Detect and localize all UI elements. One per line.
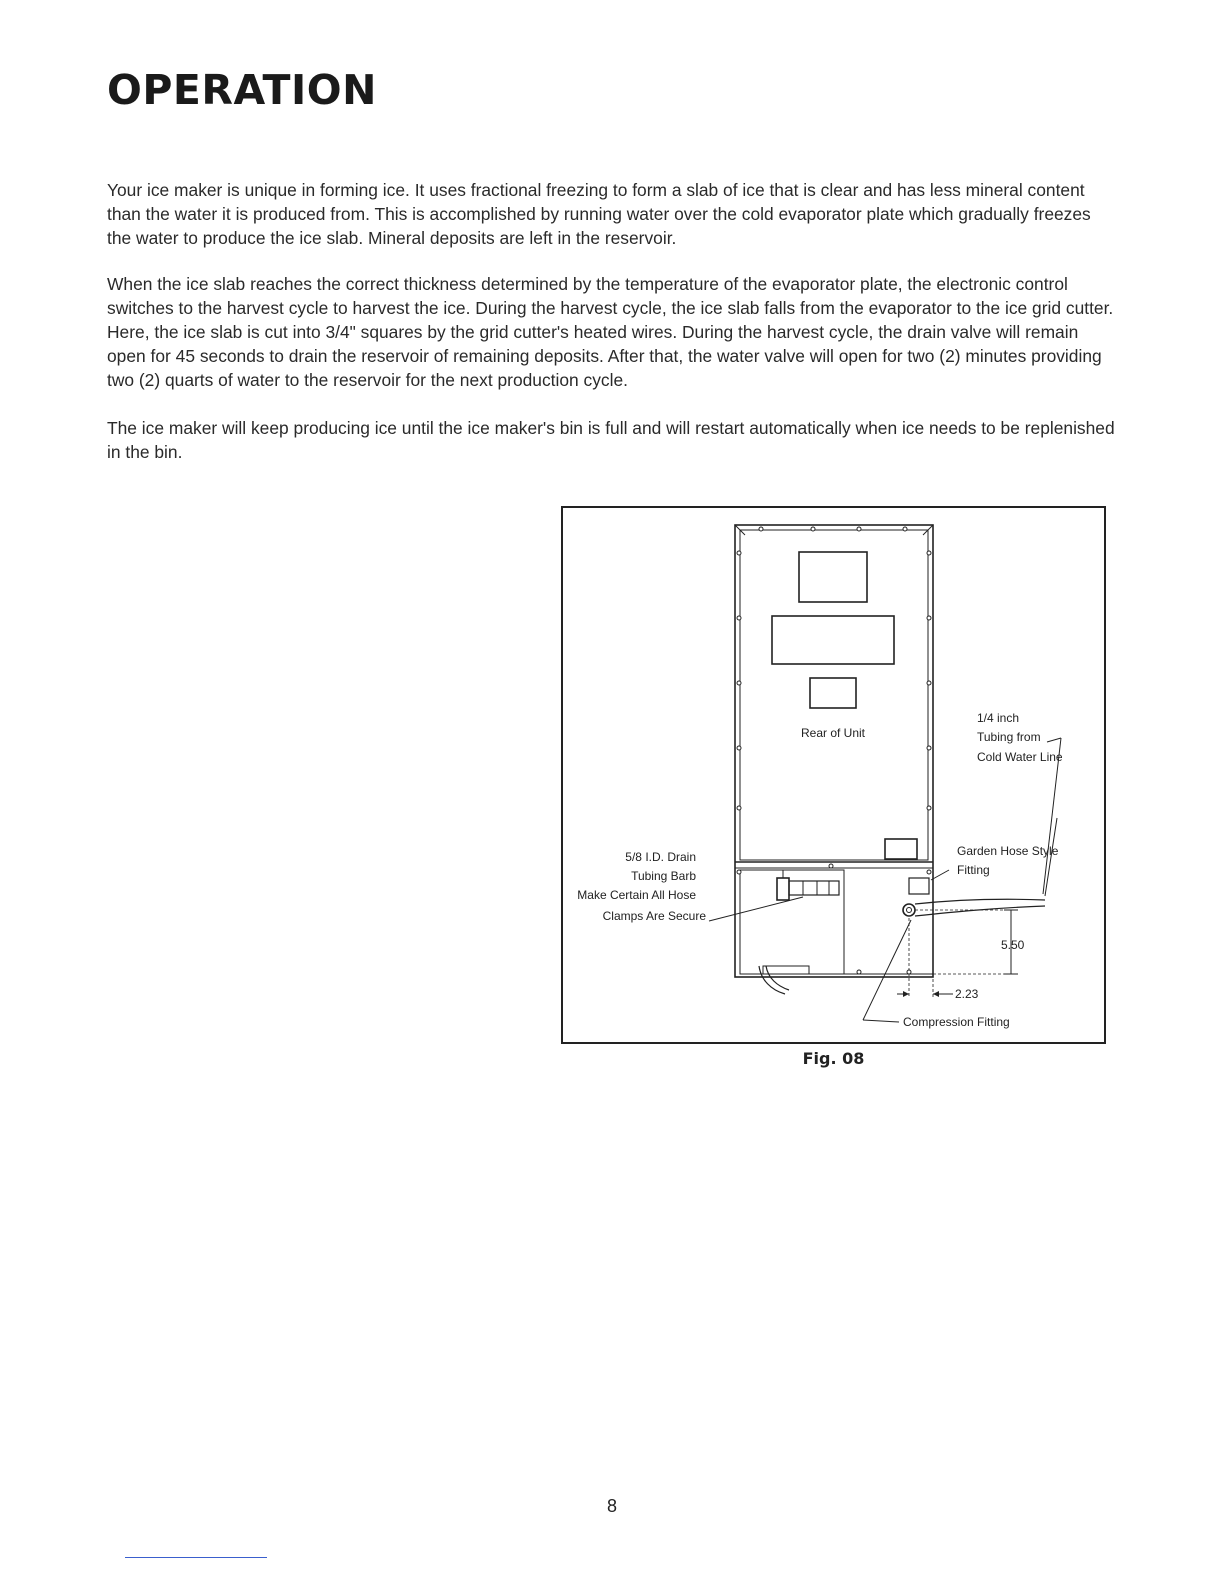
footer-rule [125, 1557, 267, 1558]
label-tubing-size: 1/4 inch [977, 711, 1020, 725]
page-title: OPERATION [107, 66, 377, 114]
label-drain-size: 5/8 I.D. Drain [625, 850, 696, 864]
paragraph-bin-full: The ice maker will keep producing ice until the ice maker's bin is full and will restart automatically when ice needs to be replenished in the bin. [107, 418, 1115, 462]
label-tubing-from: Tubing from [977, 730, 1041, 744]
upper-panel [740, 530, 928, 860]
figure-rear-of-unit [561, 506, 1106, 1044]
label-clamps-secure: Clamps Are Secure [602, 909, 706, 923]
figure-caption: Fig. 08 [802, 1049, 865, 1068]
panel-lower-right [885, 839, 917, 859]
label-compression-fitting: Compression Fitting [903, 1015, 1010, 1029]
garden-hose-fitting [909, 878, 929, 894]
page-number: 8 [606, 1496, 617, 1516]
label-dim-vertical: 5.50 [1001, 938, 1025, 952]
paragraph-ice-forming: Your ice maker is unique in forming ice. It uses fractional freezing to form a slab of ice that is clear and has less mineral content than the water it is produced from. This is accomplished by running water over the cold evaporator plate which gradually freezes the water to produce the ice slab. Mineral deposits are left in the reservoir. [107, 180, 1091, 248]
label-fitting: Fitting [957, 863, 990, 877]
drain-barb [777, 878, 789, 900]
label-garden-hose-style: Garden Hose Style [957, 844, 1059, 858]
label-tubing-barb: Tubing Barb [631, 869, 696, 883]
label-rear-of-unit: Rear of Unit [800, 726, 866, 740]
label-dim-horizontal: 2.23 [955, 987, 979, 1001]
compression-fitting [903, 904, 915, 916]
label-make-certain: Make Certain All Hose [577, 888, 696, 902]
label-cold-water-line: Cold Water Line [977, 750, 1063, 764]
rear-view-diagram [563, 508, 1104, 1042]
panel-middle [772, 616, 894, 664]
lower-left-bay [740, 870, 844, 974]
paragraph-harvest-cycle: When the ice slab reaches the correct thickness determined by the temperature of the evaporator plate, the electronic control switches to the harvest cycle to harvest the ice. During the harvest cycle, the ice slab falls from the evaporator to the ice grid cutter. Here, the ice slab is cut into 3/4" squares by the grid cutter's heated wires. During the harvest cycle, the drain valve will remain open for 45 seconds to drain the reservoir of remaining deposits. After that, the water valve will open for two (2) minutes providing two (2) quarts of water to the reservoir for the next production cycle. [107, 274, 1114, 390]
panel-small [810, 678, 856, 708]
panel-top [799, 552, 867, 602]
